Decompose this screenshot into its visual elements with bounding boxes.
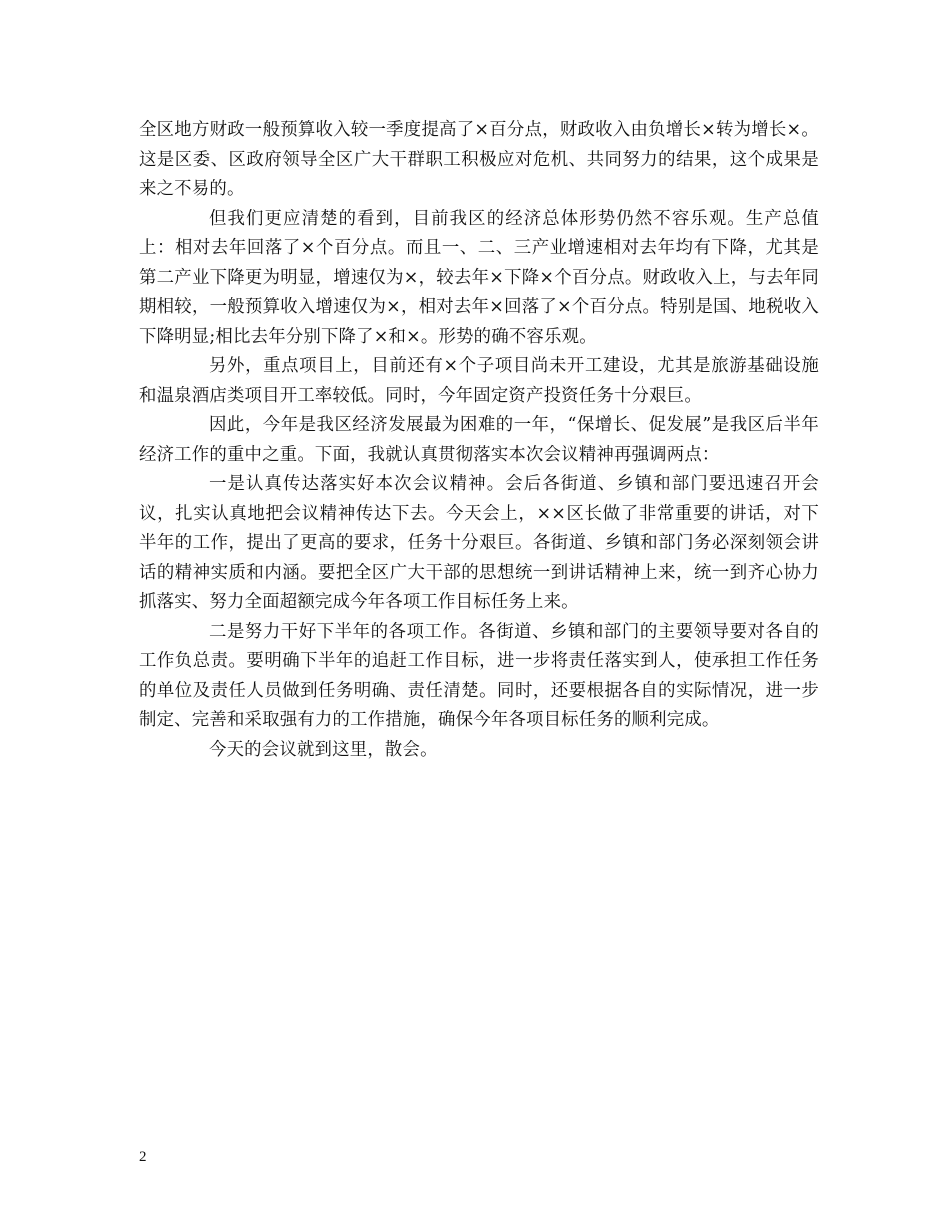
page-number: 2 bbox=[139, 1149, 147, 1165]
document-body bbox=[139, 116, 819, 765]
paragraph-summary: 因此，今年是我区经济发展最为困难的一年，“保增长、促发展”是我区后半年经济工作的重中之重。下面，我就认真贯彻落实本次会议精神再强调两点： bbox=[139, 415, 819, 465]
paragraph-economic-situation: 但我们更应清楚的看到，目前我区的经济总体形势仍然不容乐观。生产总值上：相对去年回落了×个百分点。而且一、二、三产业增速相对去年均有下降，尤其是第二产业下降更为明显，增速仅为×，较去年×下降×个百分点。财政收入上，与去年同期相较，一般预算收入增速仅为×，相对去年×回落了×个百分点。特别是国、地税收入下降明显;相比去年分别下降了×和×。形势的确不容乐观。 bbox=[139, 208, 819, 347]
paragraph-point-one: 一是认真传达落实好本次会议精神。会后各街道、乡镇和部门要迅速召开会议，扎实认真地把会议精神传达下去。今天会上，××区长做了非常重要的讲话，对下半年的工作，提出了更高的要求，任务十分艰巨。各街道、乡镇和部门务必深刻领会讲话的精神实质和内涵。要把全区广大干部的思想统一到讲话精神上来，统一到齐心协力抓落实、努力全面超额完成今年各项工作目标任务上来。 bbox=[139, 474, 819, 612]
paragraph-revenue-growth: 全区地方财政一般预算收入较一季度提高了×百分点，财政收入由负增长×转为增长×。这是区委、区政府领导全区广大干群职工积极应对危机、共同努力的结果，这个成果是来之不易的。 bbox=[139, 120, 819, 199]
paragraph-key-projects: 另外，重点项目上，目前还有×个子项目尚未开工建设，尤其是旅游基础设施和温泉酒店类项目开工率较低。同时，今年固定资产投资任务十分艰巨。 bbox=[139, 356, 819, 406]
paragraph-closing: 今天的会议就到这里，散会。 bbox=[209, 739, 438, 760]
paragraph-point-two: 二是努力干好下半年的各项工作。各街道、乡镇和部门的主要领导要对各自的工作负总责。要明确下半年的追赶工作目标，进一步将责任落实到人，使承担工作任务的单位及责任人员做到任务明确、责任清楚。同时，还要根据各自的实际情况，进一步制定、完善和采取强有力的工作措施，确保今年各项目标任务的顺利完成。 bbox=[139, 621, 819, 730]
